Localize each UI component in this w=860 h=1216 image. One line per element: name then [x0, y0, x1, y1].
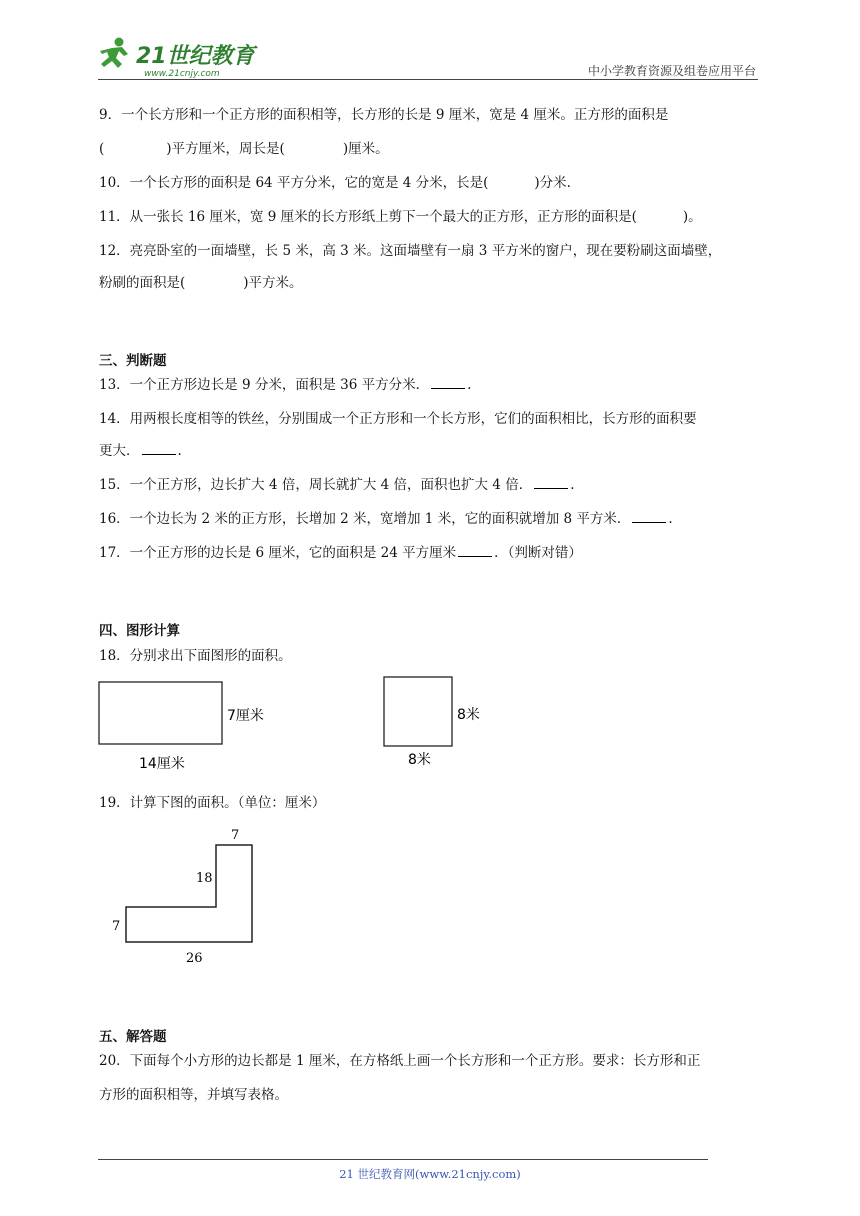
question-14-line-2 — [99, 441, 182, 461]
logo-text: 21世纪教育 — [136, 44, 255, 69]
site-logo — [92, 34, 262, 82]
footer-text[interactable]: 21 世纪教育网(www.21cnjy.com) — [339, 1167, 521, 1181]
q16-text-end: . — [668, 511, 673, 527]
question-12-line-2 — [99, 273, 303, 293]
l-shape-figure — [100, 822, 270, 972]
q10-text-end: )分米. — [534, 175, 571, 191]
q10-text: 10．一个长方形的面积是 64 平方分米，它的宽是 4 分米，长是( — [99, 175, 489, 191]
q12-text-end: )平方米。 — [243, 275, 303, 291]
q13-blank[interactable] — [431, 376, 465, 389]
q16-text: 16．一个边长为 2 米的正方形，长增加 2 米，宽增加 1 米，它的面积就增加 8 平方米． — [99, 511, 631, 527]
question-20-line-2: 方形的面积相等，并填写表格。 — [99, 1087, 288, 1103]
question-14-line-1: 14．用两根长度相等的铁丝，分别围成一个正方形和一个长方形，它们的面积相比，长方形的面积要 — [99, 411, 697, 427]
section-4-title: 四、图形计算 — [99, 623, 180, 639]
rectangle-height-label: 7厘米 — [227, 708, 264, 724]
header-divider — [98, 79, 758, 80]
square-bottom-label: 8米 — [408, 752, 431, 768]
l-height-label: 18 — [196, 871, 213, 886]
question-16 — [99, 509, 673, 529]
question-19: 19．计算下图的面积。（单位：厘米） — [99, 795, 326, 811]
q13-text: 13．一个正方形边长是 9 分米，面积是 36 平方分米． — [99, 377, 430, 393]
l-bottom-label: 26 — [186, 951, 203, 966]
question-9-line-1: 9．一个长方形和一个正方形的面积相等，长方形的长是 9 厘米，宽是 4 厘米。正方形的面积是 — [99, 107, 669, 123]
section-5-title: 五、解答题 — [99, 1029, 167, 1045]
l-left-label: 7 — [112, 919, 121, 934]
l-top-label: 7 — [231, 828, 240, 843]
logo-url: www.21cnjy.com — [144, 69, 220, 79]
q15-blank[interactable] — [534, 476, 568, 489]
question-13 — [99, 375, 471, 395]
question-17 — [99, 543, 582, 563]
q17-text: 17．一个正方形的边长是 6 厘米，它的面积是 24 平方厘米 — [99, 545, 457, 561]
question-11 — [99, 207, 702, 227]
square-figure — [380, 672, 500, 772]
q17-blank[interactable] — [458, 544, 492, 557]
footer-divider — [98, 1159, 708, 1160]
rectangle-figure — [95, 676, 285, 776]
section-3-title: 三、判断题 — [99, 353, 167, 369]
q14-blank[interactable] — [142, 442, 176, 455]
q13-text-end: . — [467, 377, 472, 393]
question-10 — [99, 173, 571, 193]
question-18: 18．分别求出下面图形的面积。 — [99, 648, 292, 664]
q14-text: 更大． — [99, 443, 140, 459]
q17-text-end: ．（判断对错） — [494, 545, 582, 561]
square-side-label: 8米 — [457, 707, 480, 723]
question-15 — [99, 475, 575, 495]
rectangle-shape — [99, 682, 222, 744]
q16-blank[interactable] — [632, 510, 666, 523]
q9-text-end: )厘米。 — [342, 141, 389, 157]
q9-text-mid: )平方厘米，周长是( — [166, 141, 285, 157]
question-20-line-1: 20．下面每个小方形的边长都是 1 厘米，在方格纸上画一个长方形和一个正方形。要求：长方形和正 — [99, 1053, 701, 1069]
header-platform-name: 中小学教育资源及组卷应用平台 — [587, 64, 756, 78]
q14-text-end: . — [177, 443, 182, 459]
q15-text: 15．一个正方形，边长扩大 4 倍，周长就扩大 4 倍，面积也扩大 4 倍． — [99, 477, 533, 493]
question-12-line-1: 12．亮亮卧室的一面墙壁，长 5 米，高 3 米。这面墙壁有一扇 3 平方米的窗户，现在要粉刷这面墙壁， — [99, 243, 722, 259]
q11-text-end: )。 — [682, 209, 702, 225]
q15-text-end: . — [570, 477, 575, 493]
q12-text: 粉刷的面积是( — [99, 275, 186, 291]
rectangle-width-label: 14厘米 — [139, 756, 185, 772]
q11-text: 11．从一张长 16 厘米，宽 9 厘米的长方形纸上剪下一个最大的正方形，正方形的面积是( — [99, 209, 637, 225]
square-shape — [384, 677, 452, 746]
q9-paren-open: ( — [99, 141, 105, 157]
question-9-line-2 — [99, 139, 389, 159]
l-shape-outline — [126, 845, 252, 942]
